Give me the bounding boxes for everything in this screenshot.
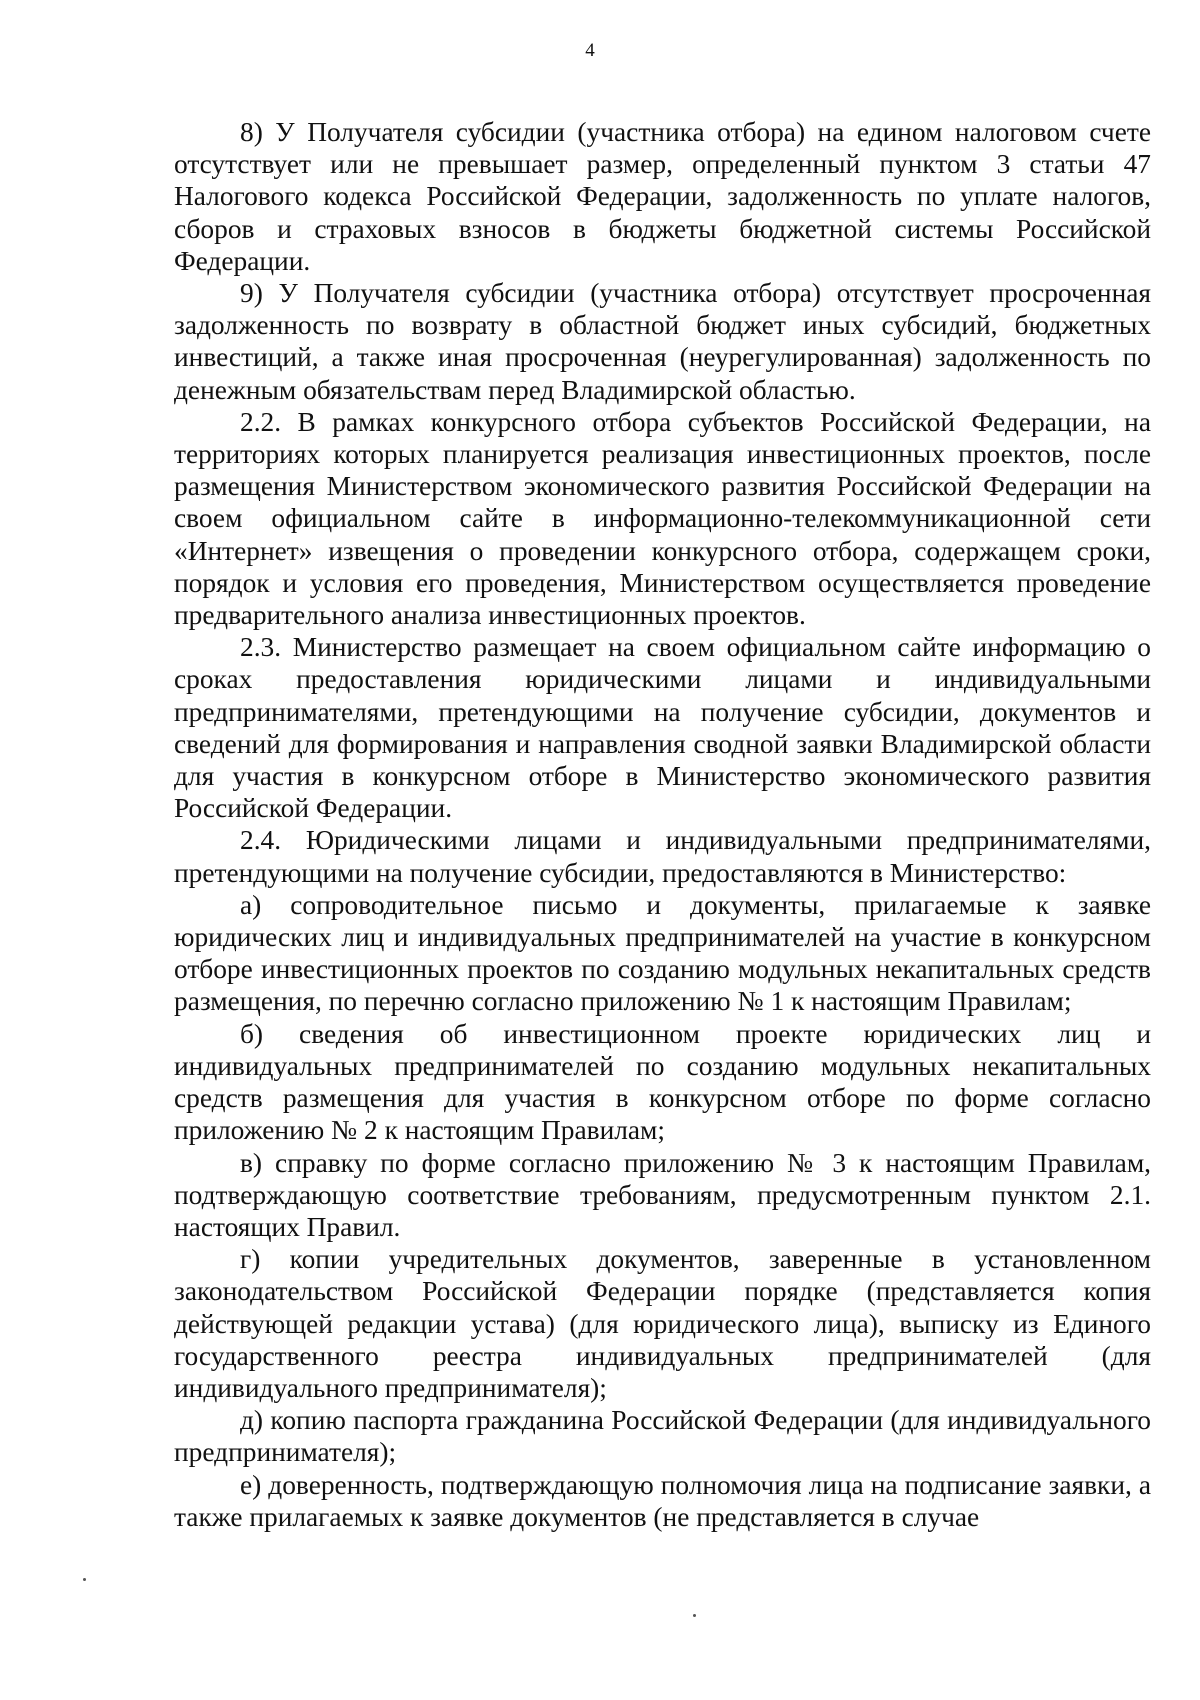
page-number: 4	[585, 40, 595, 61]
paragraph-subitem-a: а) сопроводительное письмо и документы, прилагаемые к заявке юридических лиц и индивидуальных предпринимателей на участие в конкурсном отборе инвестиционных проектов по созданию модульных некапитальных средств размещения, по перечню согласно приложению № 1 к настоящим Правилам;	[174, 889, 1151, 1017]
paragraph-2-4: 2.4. Юридическими лицами и индивидуальными предпринимателями, претендующими на получение субсидии, предоставляются в Министерство:	[174, 825, 1151, 888]
paragraph-subitem-e: е) доверенность, подтверждающую полномочия лица на подписание заявки, а также прилагаемых к заявке документов (не представляется в случае	[174, 1469, 1151, 1532]
scan-speck	[83, 1578, 86, 1581]
paragraph-2-3: 2.3. Министерство размещает на своем официальном сайте информацию о сроках предоставления юридическими лицами и индивидуальными предпринимателями, претендующими на получение субсидии, документов и сведений для формирования и направления сводной заявки Владимирской области для участия в конкурсном отборе в Министерство экономического развития Российской Федерации.	[174, 632, 1151, 824]
paragraph-2-2: 2.2. В рамках конкурсного отбора субъектов Российской Федерации, на территориях которых планируется реализация инвестиционных проектов, после размещения Министерством экономического развития Российской Федерации на своем официальном сайте в информационно-телекоммуникационной сети «Интернет» извещения о проведении конкурсного отбора, содержащем сроки, порядок и условия его проведения, Министерством осуществляется проведение предварительного анализа инвестиционных проектов.	[174, 406, 1151, 631]
paragraph-item-8: 8) У Получателя субсидии (участника отбора) на едином налоговом счете отсутствует или не превышает размер, определенный пунктом 3 статьи 47 Налогового кодекса Российской Федерации, задолженность по уплате налогов, сборов и страховых взносов в бюджеты бюджетной системы Российской Федерации.	[174, 117, 1151, 276]
scan-speck	[693, 1614, 696, 1617]
paragraph-subitem-v: в) справку по форме согласно приложению № 3 к настоящим Правилам, подтверждающую соответствие требованиям, предусмотренным пунктом 2.1. настоящих Правил.	[174, 1147, 1151, 1242]
paragraph-subitem-b: б) сведения об инвестиционном проекте юридических лиц и индивидуальных предпринимателей по созданию модульных некапитальных средств размещения для участия в конкурсном отборе по форме согласно приложению № 2 к настоящим Правилам;	[174, 1018, 1151, 1146]
document-body	[174, 116, 1151, 1533]
paragraph-subitem-g: г) копии учредительных документов, заверенные в установленном законодательством Российской Федерации порядке (представляется копия действующей редакции устава) (для юридического лица), выписку из Единого государственного реестра индивидуальных предпринимателей (для индивидуального предпринимателя);	[174, 1244, 1151, 1403]
paragraph-subitem-d: д) копию паспорта гражданина Российской Федерации (для индивидуального предпринимателя);	[174, 1405, 1151, 1468]
paragraph-item-9: 9) У Получателя субсидии (участника отбора) отсутствует просроченная задолженность по возврату в областной бюджет иных субсидий, бюджетных инвестиций, а также иная просроченная (неурегулированная) задолженность по денежным обязательствам перед Владимирской областью.	[174, 278, 1151, 405]
